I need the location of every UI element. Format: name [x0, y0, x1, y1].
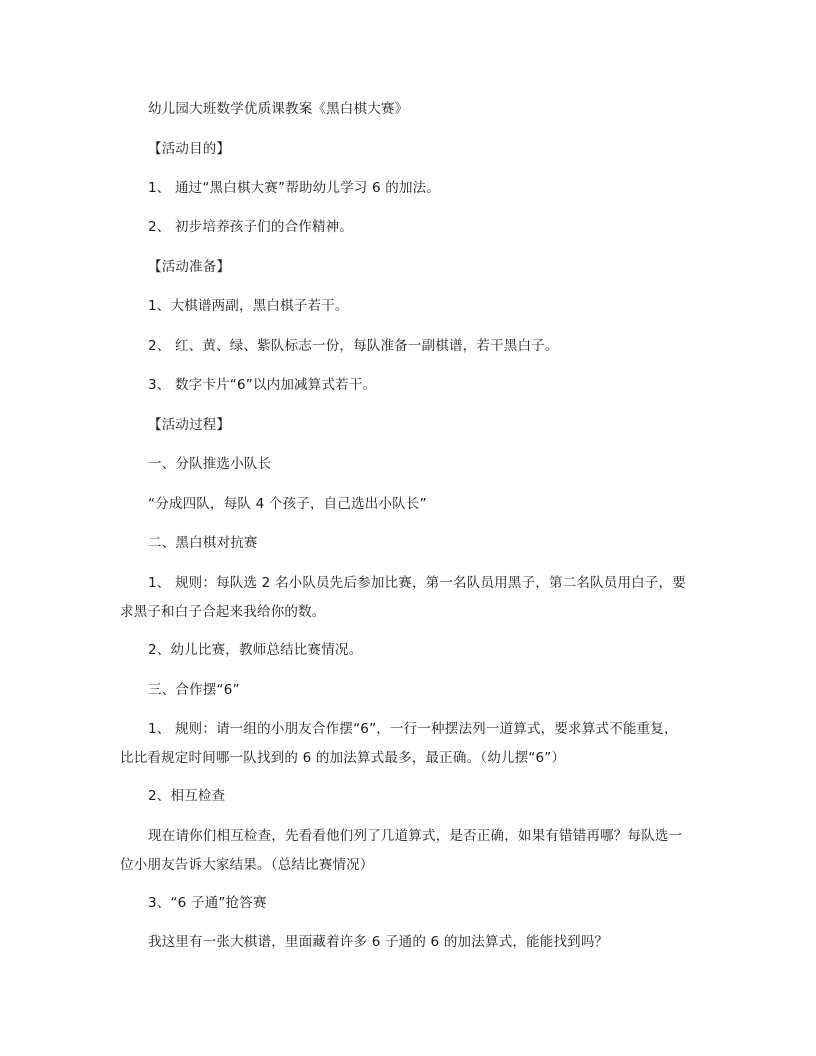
process-step-3-rule-line-1: 1、 规则：请一组的小朋友合作摆“6”，一行一种摆法列一道算式，要求算式不能重复， — [148, 721, 678, 737]
goal-item-2: 2、 初步培养孩子们的合作精神。 — [148, 219, 354, 235]
process-step-1-text: “分成四队，每队 4 个孩子，自己选出小队长” — [148, 496, 427, 512]
prep-item-1: 1、大棋谱两副，黑白棋子若干。 — [148, 298, 349, 314]
process-step-3-rule-paragraph — [120, 719, 695, 768]
process-step-3-check-line-1: 现在请你们相互检查，先看看他们列了几道算式，是否正确，如果有错错再哪？每队选一 — [148, 828, 683, 844]
process-step-3-rule-line-2: 比比看规定时间哪一队找到的 6 的加法算式最多，最正确。（幼儿摆“6”） — [120, 750, 566, 766]
process-step-2-item-2: 2、幼儿比赛，教师总结比赛情况。 — [148, 642, 363, 658]
prep-item-2: 2、 红、黄、绿、紫队标志一份，每队准备一副棋谱，若干黑白子。 — [148, 338, 559, 354]
process-step-2-rule-paragraph — [120, 573, 695, 622]
section-heading-goal: 【活动目的】 — [148, 141, 231, 157]
document-title: 幼儿园大班数学优质课教案《黑白棋大赛》 — [148, 101, 409, 117]
process-step-2-rule-line-2: 求黑子和白子合起来我给你的数。 — [120, 604, 326, 620]
process-step-3-item-3: 3、“6 子通”抢答赛 — [148, 895, 267, 911]
process-step-1-heading: 一、分队推选小队长 — [148, 456, 272, 472]
process-step-3-check-line-2: 位小朋友告诉大家结果。（总结比赛情况） — [120, 857, 374, 873]
process-step-3-item-3-text: 我这里有一张大棋谱，里面藏着许多 6 子通的 6 的加法算式，能能找到吗？ — [148, 934, 609, 950]
section-heading-process: 【活动过程】 — [148, 417, 231, 433]
process-step-2-rule-line-1: 1、 规则：每队选 2 名小队员先后参加比赛，第一名队员用黑子，第二名队员用白子，要 — [148, 575, 686, 591]
process-step-3-item-2: 2、相互检查 — [148, 788, 226, 804]
section-heading-preparation: 【活动准备】 — [148, 259, 231, 275]
prep-item-3: 3、 数字卡片“6”以内加减算式若干。 — [148, 377, 377, 393]
process-step-3-heading: 三、合作摆“6” — [148, 682, 240, 698]
process-step-3-check-paragraph — [120, 826, 695, 875]
process-step-2-heading: 二、黑白棋对抗赛 — [148, 535, 258, 551]
goal-item-1: 1、 通过“黑白棋大赛”帮助幼儿学习 6 的加法。 — [148, 180, 441, 196]
